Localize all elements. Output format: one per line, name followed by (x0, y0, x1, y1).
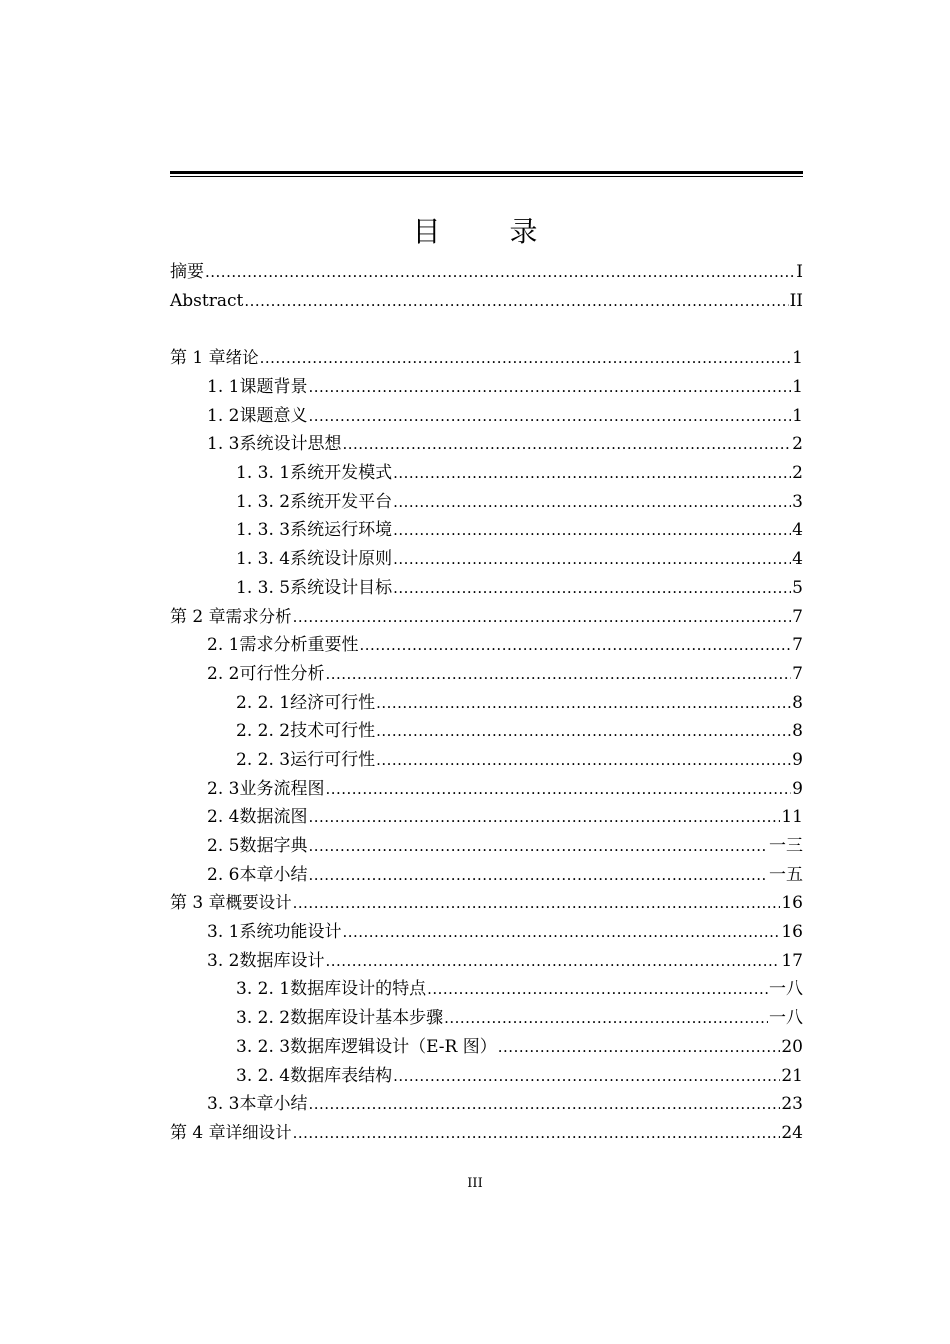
toc-entry-title: 经济可行性 (290, 692, 376, 713)
toc-dot-leader (393, 488, 791, 517)
toc-entry-page: 1 (792, 348, 803, 369)
toc-dot-leader (342, 430, 791, 459)
toc-entry[interactable] (170, 660, 803, 689)
toc-entry[interactable] (170, 258, 803, 287)
toc-entry[interactable] (170, 861, 803, 890)
toc-entry-title: 系统开发平台 (290, 491, 393, 512)
toc-entry-label (239, 430, 341, 459)
toc-dot-leader (205, 258, 795, 287)
page-number: III (467, 1176, 483, 1191)
toc-entry[interactable] (170, 947, 803, 976)
toc-entry-label (290, 574, 392, 603)
toc-entry-title: 绪论 (225, 348, 259, 368)
toc-entry-label (290, 975, 426, 1004)
toc-entry-page: 4 (792, 549, 803, 570)
toc-entry-number: 3. 1 (207, 922, 240, 943)
toc-entry[interactable] (170, 1062, 803, 1091)
toc-entry-label (239, 947, 324, 976)
toc-entry-number: 第 3 章 (170, 893, 226, 914)
toc-entry-title: 运行可行性 (290, 749, 376, 770)
toc-entry-page: 7 (792, 663, 803, 684)
toc-entry-label (239, 803, 307, 832)
toc-entry-number: 1. 3. 2 (236, 491, 291, 512)
toc-entry-page: 17 (781, 950, 803, 971)
toc-entry-page: 9 (792, 749, 803, 770)
toc-entry-page: 7 (792, 606, 803, 627)
toc-entry-number: 1. 2 (207, 405, 240, 426)
toc-entry-page: 2 (792, 463, 803, 484)
toc-entry[interactable] (170, 1004, 803, 1033)
toc-dot-leader (308, 803, 780, 832)
toc-entry-page: 一三 (769, 836, 803, 857)
toc-entry-title: 系统功能设计 (239, 922, 342, 943)
toc-entry-page: 8 (792, 692, 803, 713)
toc-entry-label (226, 889, 292, 918)
toc-entry-title: 数据流图 (239, 807, 308, 828)
toc-entry-number: 2. 2. 2 (236, 721, 291, 742)
toc-entry-page: 9 (792, 778, 803, 799)
toc-entry[interactable] (170, 976, 803, 1005)
toc-entry-number: 2. 6 (207, 864, 240, 885)
toc-entry-number: 2. 1 (207, 635, 240, 656)
toc-entry-page: 7 (792, 635, 803, 656)
toc-entry-number: 2. 5 (207, 836, 240, 857)
toc-entry[interactable] (170, 287, 803, 316)
toc-entry-title: 可行性分析 (239, 663, 325, 684)
toc-dot-leader (308, 1090, 780, 1119)
toc-entry-page: 5 (792, 577, 803, 598)
toc-dot-leader (308, 402, 791, 431)
toc-dot-leader (376, 717, 791, 746)
toc-entry-page: 16 (781, 922, 803, 943)
toc-entry-title: 系统设计原则 (290, 549, 393, 570)
toc-entry-number: 3. 2 (207, 950, 240, 971)
toc-entry-title: 本章小结 (239, 1094, 308, 1115)
toc-entry[interactable] (170, 373, 803, 402)
toc-entry-label (290, 459, 392, 488)
toc-entry[interactable] (170, 430, 803, 459)
toc-entry-page: 20 (781, 1036, 803, 1057)
toc-entry-label (290, 1004, 443, 1033)
toc-entry-title: 数据字典 (239, 836, 308, 857)
toc-entry-label (290, 516, 392, 545)
toc-dot-leader (393, 574, 791, 603)
toc-entry-label (290, 488, 392, 517)
toc-entry[interactable] (170, 746, 803, 775)
toc-entry-label (290, 689, 375, 718)
toc-dot-leader (498, 1033, 781, 1062)
toc-entry-label (239, 631, 358, 660)
header-rule-thin (170, 176, 803, 177)
toc-entry-number: 第 2 章 (170, 606, 226, 627)
toc-entry-page: 8 (792, 721, 803, 742)
toc-entry-label (170, 258, 204, 287)
toc-title: 目 录 (412, 215, 568, 248)
toc-entry-number: 2. 4 (207, 807, 240, 828)
toc-dot-leader (376, 746, 791, 775)
toc-entry-label (239, 918, 341, 947)
toc-entry[interactable] (170, 889, 803, 918)
toc-dot-leader (325, 947, 780, 976)
toc-entry-number: 1. 3. 3 (236, 520, 291, 541)
toc-dot-leader (293, 889, 781, 918)
toc-entry[interactable] (170, 517, 803, 546)
toc-entry-title: 数据库逻辑设计（E-R 图） (290, 1036, 497, 1057)
toc-dot-leader (260, 344, 792, 373)
toc-entry-number: 1. 3 (207, 434, 240, 455)
toc-entry-page: 24 (781, 1122, 803, 1143)
toc-entry-number: 1. 3. 5 (236, 577, 291, 598)
toc-dot-leader (308, 373, 791, 402)
toc-entry-number: 3. 2. 3 (236, 1036, 291, 1057)
toc-entry-number: 1. 3. 1 (236, 463, 291, 484)
toc-entry-label (239, 832, 307, 861)
toc-entry-label (290, 1062, 392, 1091)
toc-entry-label (226, 344, 259, 373)
toc-dot-leader (444, 1004, 768, 1033)
toc-entry[interactable] (170, 402, 803, 431)
toc-entry-label (239, 775, 324, 804)
toc-dot-leader (293, 1119, 781, 1148)
toc-entry-label (290, 717, 375, 746)
toc-entry-title: 详细设计 (225, 1122, 292, 1142)
toc-dot-leader (393, 459, 791, 488)
toc-entry-title: 系统开发模式 (290, 463, 393, 484)
toc-entry-title: 本章小结 (239, 864, 308, 885)
toc-entry-page: 4 (792, 520, 803, 541)
toc-entry-number: 3. 2. 1 (236, 979, 291, 1000)
toc-entry-label (239, 1090, 307, 1119)
toc-entry-page: 23 (781, 1094, 803, 1115)
toc-entry-label (239, 402, 307, 431)
toc-entry[interactable] (170, 832, 803, 861)
toc-entry-page: 1 (792, 405, 803, 426)
toc-entry-title: 数据库设计的特点 (290, 979, 427, 1000)
toc-dot-leader (393, 516, 791, 545)
toc-entry-title: 技术可行性 (290, 721, 376, 742)
toc-entry-number: 2. 2. 1 (236, 692, 291, 713)
toc-entry[interactable] (170, 1090, 803, 1119)
toc-entry[interactable] (170, 717, 803, 746)
toc-dot-leader (325, 775, 791, 804)
toc-entry-label (290, 746, 375, 775)
toc-entry-number: 1. 3. 4 (236, 549, 291, 570)
toc-entry-page: 一八 (769, 979, 803, 1000)
toc-entry-label (170, 287, 243, 316)
toc-dot-leader (393, 1062, 780, 1091)
toc-entry-number: 2. 2. 3 (236, 749, 291, 770)
toc-entry-page: 一八 (769, 1008, 803, 1029)
toc-entry-number: 1. 1 (207, 377, 240, 398)
toc-entry-number: 3. 3 (207, 1094, 240, 1115)
toc-entry[interactable] (170, 545, 803, 574)
toc-entry[interactable] (170, 918, 803, 947)
toc-entry-label (239, 660, 324, 689)
toc-dot-leader (308, 832, 768, 861)
toc-entry-label (239, 861, 307, 890)
toc-entry[interactable] (170, 488, 803, 517)
toc-dot-leader (293, 603, 792, 632)
toc-entry-title: 概要设计 (225, 893, 292, 913)
toc-entry-title: 系统运行环境 (290, 520, 393, 541)
toc-entry[interactable] (170, 459, 803, 488)
toc-entry[interactable] (170, 775, 803, 804)
toc-entry-title: 课题背景 (239, 377, 308, 398)
toc-entry-page: 11 (781, 807, 803, 828)
toc-entry-title: 系统设计思想 (239, 434, 342, 455)
toc-entry[interactable] (170, 689, 803, 718)
toc-entry-page: II (789, 290, 803, 311)
toc-entry-page: I (796, 261, 803, 282)
toc-entry-number: 3. 2. 4 (236, 1065, 291, 1086)
toc-entry-number: 第 4 章 (170, 1122, 226, 1143)
toc-entry-title: 课题意义 (239, 405, 308, 426)
toc-dot-leader (359, 631, 791, 660)
toc-entry-number: 2. 3 (207, 778, 240, 799)
toc-dot-leader (308, 861, 768, 890)
toc-entry-title: 需求分析 (225, 606, 292, 626)
toc-entry-page: 2 (792, 434, 803, 455)
toc-entry-title: 业务流程图 (239, 778, 325, 799)
toc-entry-title: 数据库设计基本步骤 (290, 1008, 444, 1029)
toc-dot-leader (393, 545, 791, 574)
toc-entry-title: 需求分析重要性 (239, 635, 359, 656)
toc-entry[interactable] (170, 1033, 803, 1062)
toc-dot-leader (325, 660, 791, 689)
toc-entry-label (239, 373, 307, 402)
toc-entry-number: 3. 2. 2 (236, 1008, 291, 1029)
toc-entry[interactable] (170, 1119, 803, 1148)
toc-entry-number: 2. 2 (207, 663, 240, 684)
toc-entry-page: 21 (781, 1065, 803, 1086)
toc-dot-leader (427, 975, 768, 1004)
toc-dot-leader (342, 918, 780, 947)
toc-entry[interactable] (170, 803, 803, 832)
toc-entry-title: 系统设计目标 (290, 577, 393, 598)
toc-entry-page: 一五 (769, 864, 803, 885)
toc-entry-title: 数据库表结构 (290, 1065, 393, 1086)
toc-entry-page: 1 (792, 377, 803, 398)
toc-entry[interactable] (170, 631, 803, 660)
toc-entry-label (290, 1033, 497, 1062)
toc-entry-label (226, 603, 292, 632)
toc-entry-title: 摘要 (170, 261, 204, 282)
toc-dot-leader (244, 287, 788, 316)
toc-entry-title: Abstract (170, 290, 244, 311)
toc-entry-label (290, 545, 392, 574)
toc-dot-leader (376, 689, 791, 718)
toc-entry-number: 第 1 章 (170, 348, 226, 369)
toc-entry-page: 3 (792, 491, 803, 512)
toc-entry-title: 数据库设计 (239, 950, 325, 971)
header-rule-thick (170, 171, 803, 174)
toc-entry[interactable] (170, 344, 803, 373)
toc-entry-page: 16 (781, 893, 803, 914)
toc-entry[interactable] (170, 574, 803, 603)
toc-entry[interactable] (170, 603, 803, 632)
table-of-contents (170, 258, 803, 1148)
toc-entry-label (226, 1119, 292, 1148)
